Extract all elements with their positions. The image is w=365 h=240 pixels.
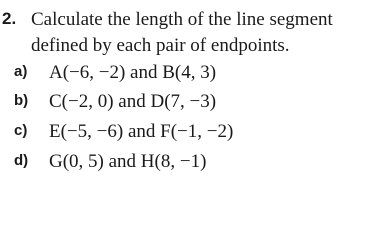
part-d-text: G(0, 5) and H(8, −1) — [49, 151, 207, 172]
question-number: 2. — [2, 9, 17, 28]
part-b-text: C(−2, 0) and D(7, −3) — [49, 91, 217, 112]
part-a-label: a) — [14, 63, 28, 80]
part-c-text: E(−5, −6) and F(−1, −2) — [49, 121, 234, 142]
part-a-text: A(−6, −2) and B(4, 3) — [49, 62, 217, 83]
part-c-label: c) — [14, 122, 28, 139]
question-text: Calculate the length of the line segment defined by each pair of endpoints. — [31, 9, 333, 56]
part-b-label: b) — [14, 92, 29, 109]
part-d-label: d) — [14, 152, 29, 169]
